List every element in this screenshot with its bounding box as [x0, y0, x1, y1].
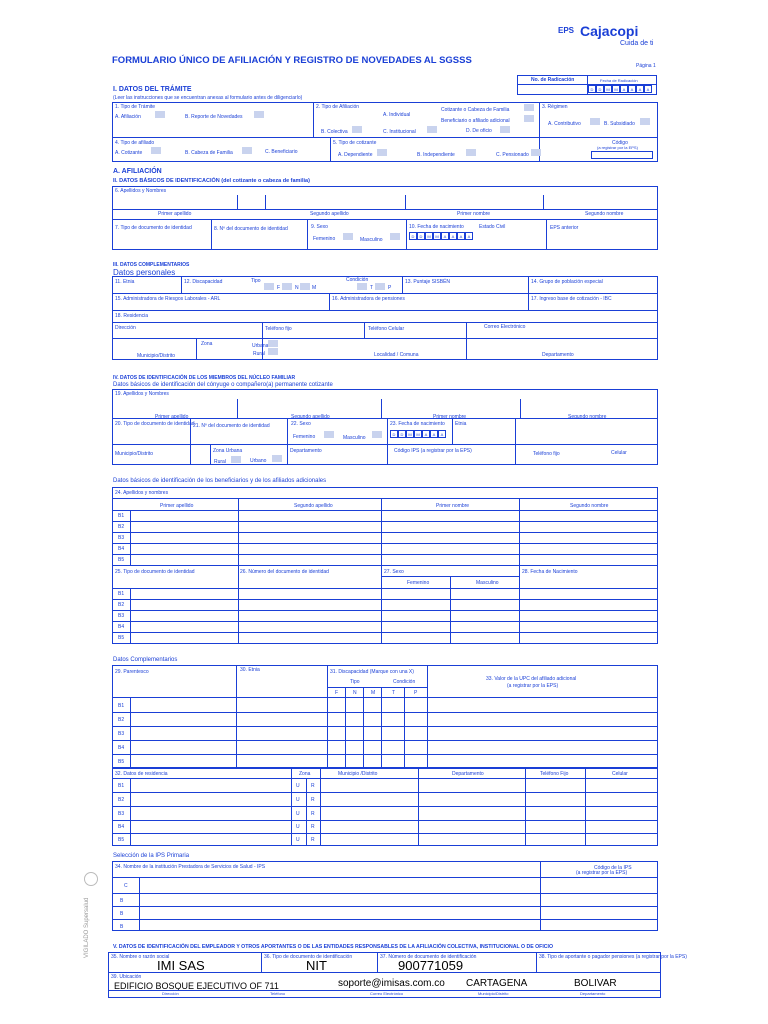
c-primer-nombre: Primer nombre	[433, 414, 467, 420]
field-26-label: 26. Número del documento de identidad	[240, 569, 329, 575]
opt-beneficiario-adicional: Beneficiario o afiliado adicional	[441, 118, 510, 124]
cond-p: P	[388, 285, 392, 291]
field-15-label: 15. Administradora de Riesgos Laborales - ARL	[115, 296, 221, 302]
logo-brand: Cajacopi	[580, 23, 639, 39]
c-femenino: Femenino	[293, 434, 316, 440]
municipio-label: Municipio/Distrito	[137, 353, 176, 359]
opt-dependiente: A. Dependiente	[338, 152, 373, 158]
e-departamento-label: Departamento	[580, 991, 606, 996]
complementarios-subtitle: Datos personales	[113, 268, 176, 277]
field-28-label: 28. Fecha de Nacimiento	[522, 569, 578, 575]
opt-cotizante-cabeza: Cotizante o Cabeza de Familia	[441, 107, 510, 113]
ips-codigo-note: (a registrar por la EPS)	[576, 870, 628, 876]
c-segundo-nombre: Segundo nombre	[568, 414, 607, 420]
value-correo[interactable]: soporte@imisas.com.co	[338, 978, 445, 989]
cond-cell-p[interactable]	[375, 283, 385, 290]
b-row-b2: B2	[118, 524, 125, 530]
supersalud-seal-icon	[84, 872, 98, 886]
chk-cotizante-cabeza[interactable]	[524, 104, 534, 111]
field-29-label: 29. Parentesco	[115, 669, 149, 675]
field-36-label: 36. Tipo de documento de identificación	[264, 954, 353, 960]
identificacion-box	[112, 186, 658, 250]
field-11-label: 11. Etnia	[115, 279, 135, 285]
field-16-label: 16. Administradora de pensiones	[332, 296, 405, 302]
field-37-label: 37. Número de documento de identificación	[380, 954, 477, 960]
b-segundo-nombre: Segundo nombre	[570, 503, 609, 509]
opt-oficio: D. De oficio	[466, 128, 492, 134]
c-masculino: Masculino	[343, 435, 366, 441]
logo-eps: EPS	[558, 26, 575, 35]
field-10-label: 10. Fecha de nacimiento	[409, 224, 464, 230]
field-8-label: 8. Nº del documento de identidad	[214, 226, 288, 232]
field-14-label: 14. Grupo de población especial	[531, 279, 603, 285]
localidad-label: Localidad / Comuna	[374, 352, 419, 358]
ips-subtitle: Selección de la IPS Primaria	[113, 853, 190, 859]
field-17-label: 17. Ingreso base de cotización - IBC	[531, 296, 612, 302]
opt-contributivo: A. Contributivo	[548, 121, 581, 127]
b2-row-b4: B4	[118, 624, 125, 630]
opt-colectiva: B. Colectiva	[321, 129, 348, 135]
opt-pensionado: C. Pensionado	[496, 152, 529, 158]
familiar-subtitle: Datos básicos de identificación del cónyuge o compañero(a) permanente cotizante	[113, 382, 333, 388]
opt-institucional: C. Institucional	[383, 129, 416, 135]
chk-dependiente[interactable]	[377, 149, 387, 156]
disc-m: M	[312, 285, 317, 291]
opt-cotizante: A. Cotizante	[115, 150, 143, 156]
r-u5: U	[296, 837, 300, 843]
field-19-label: 19. Apellidos y Nombres	[115, 391, 169, 397]
r-u1: U	[296, 783, 300, 789]
c-zona-urbana: Zona Urbana	[213, 448, 243, 454]
e-direccion-label: Dirección	[162, 991, 179, 996]
field-31-label: 31. Discapacidad (Marque con una X)	[330, 669, 414, 675]
d-tipo-label: Tipo	[350, 679, 360, 685]
ips-row-b1: B	[120, 898, 124, 904]
e-correo-label: Correo Electrónico	[370, 991, 404, 996]
b-masculino: Masculino	[476, 580, 499, 586]
vigilado-supersalud: VIGILADO Supersalud	[84, 897, 90, 958]
d-row-b4: B4	[118, 745, 125, 751]
disc-condicion-label: Condición	[346, 277, 369, 283]
field-33-note: (a registrar por la EPS)	[507, 683, 559, 689]
codigo-field[interactable]	[591, 151, 653, 159]
logo-tagline: Cuida de ti	[620, 40, 654, 47]
c-primer-apellido: Primer apellido	[155, 414, 189, 420]
disc-n: N	[295, 285, 299, 291]
d-cond-p: P	[414, 690, 418, 696]
r-r3: R	[311, 811, 315, 817]
familiar-title: IV. DATOS DE IDENTIFICACIÓN DE LOS MIEMBROS DEL NÚCLEO FAMILIAR	[113, 375, 296, 381]
b-femenino: Femenino	[407, 580, 430, 586]
r-zona-label: Zona	[299, 771, 311, 777]
c-celular: Celular	[611, 450, 627, 456]
field-21-label: 21. Nº del documento de identidad	[193, 423, 270, 429]
value-nombre[interactable]: IMI SAS	[157, 958, 205, 973]
c-tel-fijo: Teléfono fijo	[533, 451, 560, 457]
opt-beneficiario: C. Beneficiario	[265, 149, 298, 155]
b-row-b4: B4	[118, 546, 125, 552]
sexo-femenino: Femenino	[313, 236, 336, 242]
d-tipo-f: F	[335, 690, 339, 696]
e-telefono-label: Teléfono	[270, 991, 286, 996]
value-numero-documento[interactable]: 900771059	[398, 958, 464, 973]
radicacion-fecha-label: Fecha de Radicación	[600, 78, 638, 83]
b-row-b3: B3	[118, 535, 125, 541]
field-3-label: 3. Régimen	[542, 104, 568, 110]
c-municipio: Municipio/Distrito	[115, 451, 154, 457]
b2-row-b2: B2	[118, 602, 125, 608]
d-condicion-label: Condición	[393, 679, 416, 685]
field-7-label: 7. Tipo de documento de identidad	[115, 225, 192, 231]
codigo-note: (a registrar por la EPS)	[597, 145, 638, 150]
b-row-b5: B5	[118, 557, 125, 563]
r-row-b5: B5	[118, 837, 125, 843]
field-32-label: 32. Datos de residencia	[115, 771, 168, 777]
r-celular-label: Celular	[612, 771, 628, 777]
ips-row-c: C	[124, 883, 128, 889]
field-30-label: 30. Etnia	[240, 667, 260, 673]
beneficiarios-subtitle: Datos básicos de identificación de los beneficiarios y de los afiliados adicionales	[113, 478, 327, 484]
estado-civil-label: Estado Civil	[479, 224, 506, 230]
primer-apellido-label: Primer apellido	[158, 211, 192, 217]
c-segundo-apellido: Segundo apellido	[291, 414, 330, 420]
zona-rural: Rural	[253, 351, 265, 357]
field-12-label: 12. Discapacidad	[184, 279, 223, 285]
opt-subsidiado: B. Subsidiado	[604, 121, 635, 127]
dcomp-subtitle: Datos Complementarios	[113, 657, 178, 663]
r-row-b1: B1	[118, 783, 125, 789]
tel-celular-label: Teléfono Celular	[368, 326, 405, 332]
field-9-label: 9. Sexo	[311, 224, 328, 230]
c-codigo-ips: Código IPS (a registrar por la EPS)	[394, 448, 472, 454]
field-5-label: 5. Tipo de cotizante	[333, 140, 377, 146]
residencia-box	[112, 768, 658, 846]
opt-independiente: B. Independiente	[417, 152, 455, 158]
value-direccion[interactable]: EDIFICIO BOSQUE EJECUTIVO OF 711	[114, 981, 279, 991]
disc-f: F	[277, 285, 281, 291]
d-row-b3: B3	[118, 731, 125, 737]
field-34-label: 34. Nombre de la institución Prestadora de Servicios de Salud - IPS	[115, 864, 266, 870]
direccion-label: Dirección	[115, 325, 136, 331]
opt-individual: A. Individual	[383, 112, 411, 118]
field-13-label: 13. Puntaje SISBÉN	[405, 279, 451, 285]
cond-t: T	[370, 285, 374, 291]
value-tipo-documento[interactable]: NIT	[306, 958, 327, 973]
field-33-label: 33. Valor de la UPC del afiliado adicional	[486, 676, 577, 682]
c-chk-femenino[interactable]	[324, 431, 334, 438]
e-municipio-label: Municipio/Distrito	[478, 991, 509, 996]
chk-contributivo[interactable]	[590, 118, 600, 125]
r-row-b3: B3	[118, 811, 125, 817]
field-25-label: 25. Tipo de documento de identidad	[115, 569, 195, 575]
value-departamento[interactable]: BOLIVAR	[574, 978, 617, 989]
chk-urbana[interactable]	[268, 340, 278, 347]
afiliacion-title: A. AFILIACIÓN	[113, 168, 162, 175]
b2-row-b1: B1	[118, 591, 125, 597]
opt-afiliacion: A. Afiliación	[115, 114, 141, 120]
field-6-label: 6. Apellidos y Nombres	[115, 188, 167, 194]
tramite-note: (Leer las instrucciones que se encuentran anexas al formulario antes de diligenciarlo)	[113, 95, 303, 101]
c-chk-masculino[interactable]	[372, 431, 382, 438]
cond-cell-t[interactable]	[357, 283, 367, 290]
r-tel-fijo-label: Teléfono Fijo	[540, 771, 569, 777]
chk-reporte[interactable]	[254, 111, 264, 118]
c-chk-rural[interactable]	[231, 456, 241, 463]
chk-independiente[interactable]	[466, 149, 476, 156]
c-departamento: Departamento	[290, 448, 322, 454]
r-row-b4: B4	[118, 824, 125, 830]
chk-subsidiado[interactable]	[640, 118, 650, 125]
b-row-b1: B1	[118, 513, 125, 519]
ips-codigo: Código de la IPS	[594, 865, 632, 871]
field-27-label: 27. Sexo	[384, 569, 404, 575]
b2-row-b5: B5	[118, 635, 125, 641]
complementarios-box	[112, 276, 658, 360]
d-row-b1: B1	[118, 703, 125, 709]
disc-cell-m[interactable]	[300, 283, 310, 290]
codigo-label: Código	[612, 140, 628, 146]
empleador-title: V. DATOS DE IDENTIFICACIÓN DEL EMPLEADOR Y OTROS APORTANTES O DE LAS ENTIDADES RESPONSABLES DE LA AFILIACIÓN COLECTIVA, INSTITUCIONAL O DE OFICIO	[113, 944, 554, 950]
r-u4: U	[296, 824, 300, 830]
b-primer-apellido: Primer apellido	[160, 503, 194, 509]
chk-cotizante[interactable]	[151, 147, 161, 154]
opt-reporte: B. Reporte de Novedades	[185, 114, 243, 120]
field-22-label: 22. Sexo	[291, 421, 311, 427]
r-row-b2: B2	[118, 797, 125, 803]
radicacion-numero-label: No. de Radicación	[531, 77, 575, 83]
r-r1: R	[311, 783, 315, 789]
chk-rural[interactable]	[268, 348, 278, 355]
r-u3: U	[296, 811, 300, 817]
tramite-title: I. DATOS DEL TRÁMITE	[113, 86, 192, 93]
complementarios-title: III. DATOS COMPLEMENTARIOS	[113, 262, 190, 268]
correo-label: Correo Electrónico	[484, 324, 526, 330]
zona-label: Zona	[201, 341, 213, 347]
page-number: Página 1	[636, 63, 656, 69]
d-row-b5: B5	[118, 759, 125, 765]
r-u2: U	[296, 797, 300, 803]
chk-colectiva[interactable]	[352, 126, 362, 133]
sexo-masculino: Masculino	[360, 237, 383, 243]
r-r4: R	[311, 824, 315, 830]
r-r2: R	[311, 797, 315, 803]
field-1-label: 1. Tipo de Trámite	[115, 104, 156, 110]
field-39-label: 39. Ubicación	[111, 974, 142, 980]
b-segundo-apellido: Segundo apellido	[294, 503, 333, 509]
tel-fijo-label: Teléfono fijo	[265, 326, 292, 332]
chk-femenino[interactable]	[343, 233, 353, 240]
d-tipo-n: N	[353, 690, 357, 696]
opt-cabeza: B. Cabeza de Familia	[185, 150, 233, 156]
c-rural: Rural	[214, 459, 226, 465]
chk-beneficiario-adicional[interactable]	[524, 115, 534, 122]
r-r5: R	[311, 837, 315, 843]
field-18-label: 18. Residencia	[115, 313, 149, 319]
ips-row-b2: B	[120, 911, 124, 917]
logo	[558, 24, 668, 54]
primer-nombre-label: Primer nombre	[457, 211, 491, 217]
departamento-label: Departamento	[542, 352, 574, 358]
chk-institucional[interactable]	[427, 126, 437, 133]
c-urbano: Urbano	[250, 458, 267, 464]
c-chk-urbano[interactable]	[272, 455, 282, 462]
eps-anterior-label: EPS anterior	[550, 225, 579, 231]
disc-cell-f[interactable]	[264, 283, 274, 290]
segundo-apellido-label: Segundo apellido	[310, 211, 349, 217]
ips-row-b3: B	[120, 924, 124, 930]
value-municipio[interactable]: CARTAGENA	[466, 978, 528, 989]
d-tipo-m: M	[371, 690, 376, 696]
form-title: FORMULARIO ÚNICO DE AFILIACIÓN Y REGISTRO DE NOVEDADES AL SGSSS	[112, 55, 472, 66]
chk-masculino[interactable]	[390, 233, 400, 240]
field-23-label: 23. Fecha de nacimiento	[390, 421, 445, 427]
d-row-b2: B2	[118, 717, 125, 723]
chk-pensionado[interactable]	[531, 149, 541, 156]
field-2-label: 2. Tipo de Afiliación	[316, 104, 360, 110]
b-primer-nombre: Primer nombre	[436, 503, 470, 509]
field-24-label: 24. Apellidos y nombres	[115, 490, 169, 496]
c-etnia-label: Etnia	[455, 421, 467, 427]
field-20-label: 20. Tipo de documento de identidad	[115, 421, 195, 427]
chk-cabeza[interactable]	[242, 147, 252, 154]
section-2-title: II. DATOS BÁSICOS DE IDENTIFICACIÓN (del cotizante o cabeza de familia)	[113, 178, 310, 184]
r-municipio-label: Municipio /Distrito	[338, 771, 378, 777]
d-cond-t: T	[392, 690, 396, 696]
segundo-nombre-label: Segundo nombre	[585, 211, 624, 217]
b2-row-b3: B3	[118, 613, 125, 619]
field-38-label: 38. Tipo de aportante o pagador pensiones (a registrar por la EPS)	[539, 954, 687, 960]
zona-urbana: Urbana	[252, 343, 269, 349]
chk-afiliacion[interactable]	[155, 111, 165, 118]
chk-oficio[interactable]	[500, 126, 510, 133]
disc-tipo-label: Tipo	[251, 278, 261, 284]
field-35-label: 35. Nombre o razón social	[111, 954, 170, 960]
field-4-label: 4. Tipo de afiliado	[115, 140, 155, 146]
r-departamento-label: Departamento	[452, 771, 484, 777]
disc-cell-n[interactable]	[282, 283, 292, 290]
